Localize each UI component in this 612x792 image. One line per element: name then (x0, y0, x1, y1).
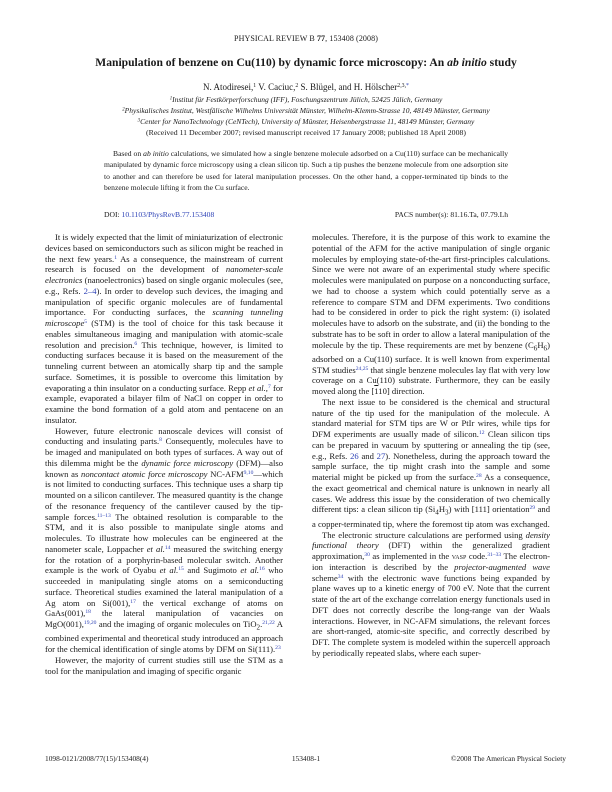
ref-link[interactable]: 19,20 (83, 620, 97, 627)
doi-link[interactable]: 10.1103/PhysRevB.77.153408 (121, 210, 215, 219)
pacs-numbers: PACS number(s): 81.16.Ta, 07.79.Lh (394, 210, 508, 219)
journal-header (0, 34, 612, 43)
ref-link[interactable]: 8 (159, 437, 162, 444)
received-dates: (Received 11 December 2007; revised manuscript received 17 January 2008; published 18 April 2008) (146, 128, 466, 137)
author: N. Atodiresei, (203, 82, 254, 92)
doi: DOI: 10.1103/PhysRevB.77.153408 (104, 210, 215, 219)
ref-link[interactable]: 34 (337, 573, 344, 580)
footer-copyright: ©2008 The American Physical Society (450, 754, 566, 763)
ref-link[interactable]: 6 (134, 340, 138, 347)
affiliation-3: $^3$Center for NanoTechnology (CeNTech), University of Münster, Heisenbergstrasse 11, 48149 Münster, Germany (137, 117, 475, 126)
ref-link[interactable]: 16 (259, 566, 265, 573)
ref-link[interactable]: 14 (164, 544, 171, 551)
paragraph: It is widely expected that the limit of miniaturization of electronic devices based on semiconductors such as silicon might be reached in the next few years.$^1$ As a consequence, the mainstream of current research is focused on the development of nanometer-scale electronics (nanoelectronics) based on single organic molecules (see, e.g., Refs. 2–4). In order to develop such devices, the imaging and manipulation of specific organic molecules are of fundamental importance. For conducting surfaces, the scanning tunneling microscope$^5$ (STM) is the tool of choice for this task because it enables simultaneous imaging and manipulation with atomic-scale resolution and precision.$^6$ This technique, however, is limited to conducting surfaces because it is based on the measurement of the tunneling current between an atomically sharp tip and the sample surface. Sometimes, it is possible to overcome this limitation by evaporating a thin insulator on a conducting surface. Repp et al.,$^7$ for example, evaporated a bilayer film of NaCl on copper in order to examine the bond formation of a gold atom and pentacene on an insulator. (45, 232, 284, 425)
ref-link[interactable]: 12 (478, 430, 485, 437)
ref-link[interactable]: 17 (130, 598, 136, 605)
ref-link[interactable]: 11–13 (97, 512, 111, 519)
ref-link[interactable]: 30 (364, 552, 370, 559)
ref-link[interactable]: 7 (267, 383, 271, 390)
paper-title: Manipulation of benzene on Cu(110) by dynamic force microscopy: An ab initio study (95, 56, 517, 69)
ref-link[interactable]: 26 (350, 450, 359, 461)
author-list: N. Atodiresei,$^1$ V. Caciuc,$^2$ S. Blügel, and H. Hölscher$^{2,3,*}$ (203, 82, 409, 92)
ref-link[interactable]: 24,25 (355, 365, 369, 372)
author: V. Caciuc, (256, 82, 296, 92)
affiliation-2: $^2$Physikalisches Institut, Westfälische Wilhelms Universität Münster, Wilhelm-Klemm-Strasse 10, 48149 Münster, Germany (122, 106, 490, 115)
corresponding-author-link[interactable]: * (406, 83, 409, 90)
article-number: , 153408 (2008) (325, 34, 378, 43)
ref-link[interactable]: 9,10 (243, 469, 254, 476)
footer-issn: 1098-0121/2008/77(15)/153408(4) (45, 754, 149, 763)
ref-link[interactable]: 29 (529, 505, 536, 512)
abstract: Based on ab initio calculations, we simulated how a single benzene molecule adsorbed on a Cu(110) surface can be mechanically manipulated by dynamic force microscopy using a clean silicon tip. Such a tip pushes the benzene molecule from one adsorption site to another and can therefore be used for lateral manipulation processes. On the other hand, a copper-terminated tip binds to the benzene molecule lifting it from the Cu surface. (104, 149, 508, 193)
body-column-right (312, 232, 550, 659)
ref-link[interactable]: 23 (275, 645, 281, 652)
ref-link[interactable]: 27 (376, 450, 386, 461)
journal-volume: 77 (316, 34, 326, 43)
author: S. Blügel, and H. Hölscher (298, 82, 398, 92)
ref-link[interactable]: 15 (178, 566, 184, 573)
ref-link[interactable]: 31–33 (487, 552, 502, 559)
ref-link[interactable]: 28 (476, 473, 482, 480)
paragraph: However, the majority of current studies still use the STM as a tool for the manipulation and imaging of specific organic (45, 654, 283, 676)
footer-page-number: 153408-1 (291, 754, 321, 763)
ref-link[interactable]: 21,22 (262, 620, 275, 627)
ref-link[interactable]: 2–4 (83, 285, 97, 296)
ref-link[interactable]: 1 (114, 254, 117, 261)
paragraph: The electronic structure calculations are performed using density functional theory (DFT) within the generalized gradient approximation,$^{30}$ as implemented in the vasp code.$^{31-33}$ The electron-ion interaction is described by the projector-augmented wave scheme$^{34}$ with the electronic wave functions being expanded by plane waves up to a kinetic energy of 700 eV. Note that the current state of the art of the exchange correlation energy functionals used in DFT does not correctly describe the long-range van der Waals interactions. However, in NC-AFM simulations, the relevant forces are short-ranged, atomic-site specific, and correctly described by DFT. The complete system is modeled within the supercell approach by periodically repeated slabs, where each super- (312, 529, 550, 658)
paragraph: However, future electronic nanoscale devices will consist of conducting and insulating parts.$^8$ Consequently, molecules have to be imaged and manipulated on both types of surfaces. A way out of this dilemma might be the dynamic force microscopy (DFM)—also known as noncontact atomic force microscopy NC-AFM$^{9,10}$—which is not limited to conducting surfaces. This technique uses a sharp tip mounted on a silicon cantilever. The measured quantity is the change of the resonance frequency of the cantilever caused by the tip-sample forces.$^{11-13}$ The obtained resolution is comparable to the STM, and it is also possible to manipulate single atoms and molecules. To illustrate how molecules can be engineered at the nanometer scale, Loppacher et al.$^{14}$ measured the switching energy for the rotation of a porphyrin-based molecular switch. Another example is the work of Oyabu et al.$^{15}$ and Sugimoto et al.$^{16}$ who succeeded in manipulating single atoms on a semiconducting surface. Theoretical studies examined the lateral manipulation of a Ag atom on Si(001),$^{17}$ the vertical exchange of atoms on GaAs(001),$^{18}$ the lateral manipulation of vacancies on MgO(001),$^{19,20}$ and the imaging of organic molecules on TiO$_2$.$^{21,22}$ A combined experimental and theoretical study introduced an approach for the chemical identification of single atoms by DFM on Si(111).$^{23}$ (45, 425, 284, 655)
ref-link[interactable]: 5 (84, 319, 88, 326)
journal-name: PHYSICAL REVIEW B (234, 34, 315, 43)
affiliation-1: $^1$Institut für Festkörperforschung (IFF), Foschungszentrum Jülich, 52425 Jülich, Germany (169, 95, 443, 104)
body-column-left (45, 232, 283, 676)
paragraph: molecules. Therefore, it is the purpose of this work to examine the potential of the AFM for the active manipulation of single organic molecules by employing state-of-the-art first-principles calculations. Since we were not aware of an experimental study where specific molecules were manipulated on purpose on a nonconducting surface, we had to choose a system which could potentially serve as a reference to compare STM and DFM experiments. Two conditions had to be considered in order to pick the right system: (i) isolated molecules have to adsorb on the substrate, and (ii) the bonding to the substrate has to be soft in order to allow a lateral manipulation of the molecule by the tip. These requirements are met by benzene $(C_6H_6)$ adsorbed on a Cu(110) surface. It is well known from experimental STM studies$^{24,25}$ that single benzene molecules lay flat with very low coverage on a Cu(110) substrate. Furthermore, they can be easily moved along the [110] direction. (312, 232, 550, 397)
ref-link[interactable]: 18 (85, 609, 91, 616)
paragraph: The next issue to be considered is the chemical and structural nature of the tip used for the manipulation of the molecule. A standard material for STM tips are W or PtIr wires, while tips for DFM experiments are usually made of silicon.$^{12}$ Clean silicon tips can be prepared in vacuum by sputtering or annealing the tip (see, e.g., Refs. 26 and 27). Nonetheless, during the approach toward the sample surface, the tip might crash into the sample and some material might be picked up from the surface.$^{28}$ As a consequence, the exact geometrical and chemical nature is unknown in nearly all cases. We address this issue by the consideration of two chemically different tips: a clean silicon tip $(Si_4H_3)$ with [111] orientation$^{29}$ and a copper-terminated tip, where the foremost tip atom was exchanged. (312, 396, 550, 529)
